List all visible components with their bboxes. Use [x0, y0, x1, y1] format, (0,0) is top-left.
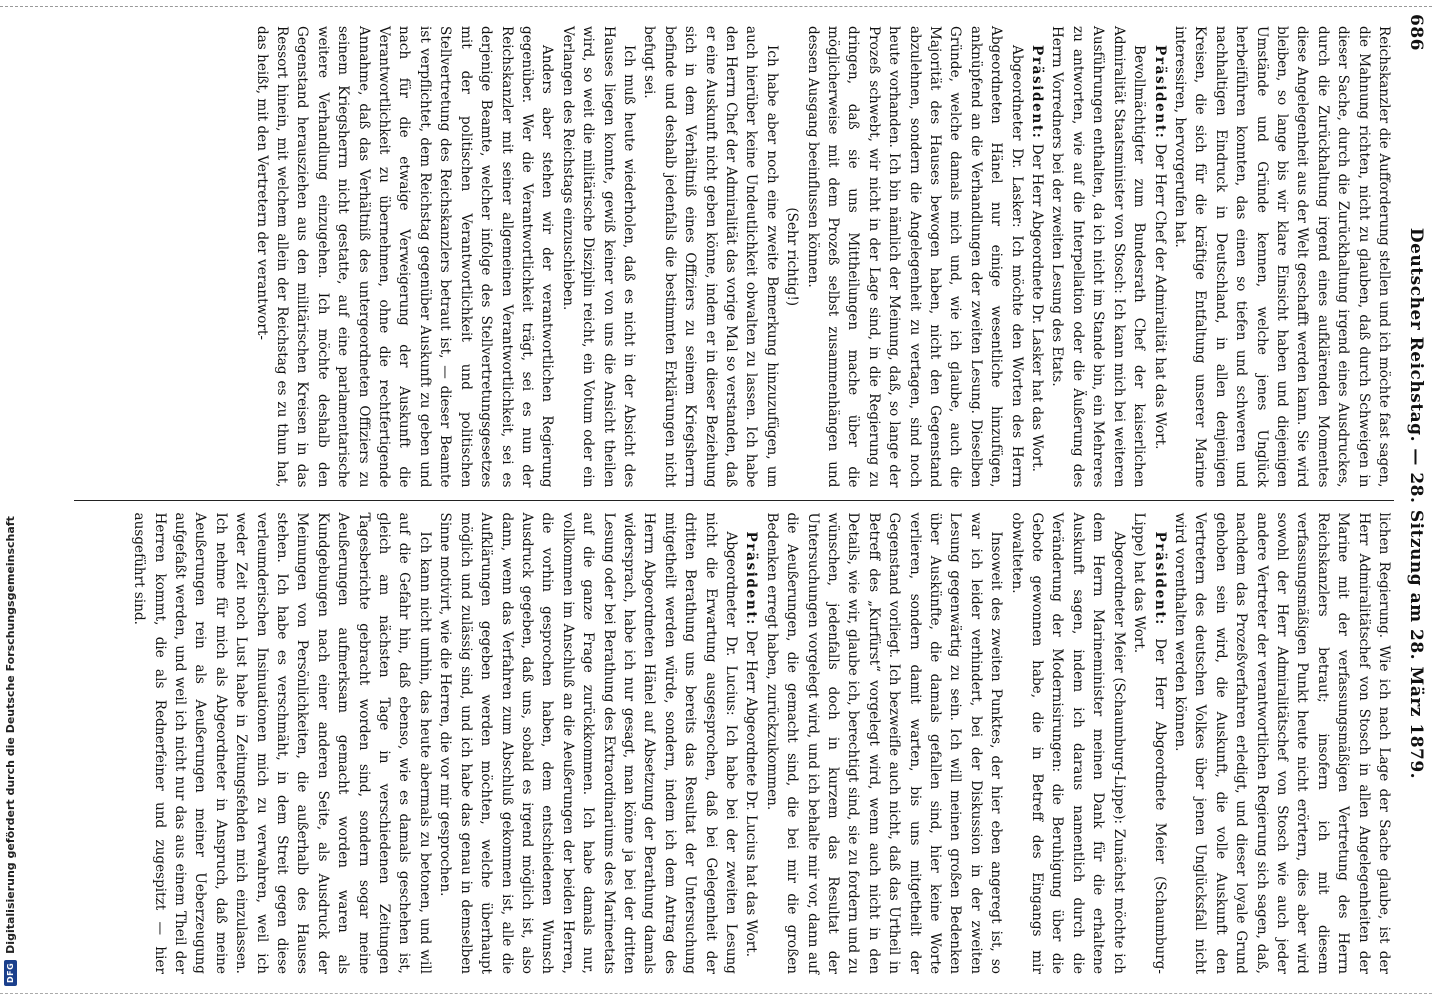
paragraph: Ich kann nicht umhin, das heute abermals zu betonen, und will auf die Gefahr hin, daß ebenso, wie es damals geschehen ist, gleich am nächsten Tage in verschiedenen Zeitungen Tagesberichte gebracht worden sind, sondern sogar meine Aeußerungen aufmerksam gemacht worden waren als Kundgebungen nach einer anderen Seite, als Ausdruck der Meinungen von Persönlichkeiten, die außerhalb des Hauses stehen. Ich habe es verschmäht, in dem Streit gegen diese verleumderischen Insinuationen mich zu verwahren, weil ich weder Zeit noch Lust habe in Zeitungsfehden mich einzulassen. Ich nehme für mich als Abgeordneter in Anspruch, daß meine Aeußerungen rein als Aeußerungen meiner Ueberzeugung aufgefaßt werden, und weil ich nicht nur das aus einem Theil der Herren kommt, die als Rednerfeiner und zugespitzt — hier ausgeführt sind.: [131, 512, 433, 974]
digitization-footer: [0, 0, 20, 1000]
paragraph: Anders aber stehen wir der verantwortlichen Regierung gegenüber. Wer die Verantwortlichkeit trägt, sei es nun der Reichskanzler mit seiner allgemeinen Verantwortlichkeit, sei es derjenige Beamte, welcher infolge des Stellvertretungsgesetzes mit der politischen Verantwortlichkeit und politischen Stellvertretung des Reichskanzlers betraut ist, — dieser Beamte ist verpflichtet, dem Reichstag gegenüber Auskunft zu geben und nach für die etwaige Verweigerung der Auskunft die Verantwortlichkeit zu übernehmen, ohne die rechtfertigende Annahme, daß das Verhältniß des untergeordneten Offiziers zu seinem Kriegsherrn nicht gestatte, auf eine parlamentarische weitere Verhandlung einzugehen. Ich möchte deshalb den Gegenstand herausziehen aus den militärischen Kreisen in das Ressort hinein, mit welchem allein der Reichstag es zu thun hat, das heißt, mit den Vertretern der verantwort-: [253, 26, 556, 488]
rotated-document-page: [72, 0, 1432, 1000]
text-columns: [74, 14, 1394, 986]
speaker-text: Der Herr Abgeordnete Dr. Lucius hat das Wort.: [743, 625, 760, 958]
speaker-text: Der Herr Chef der Admiralität hat das Wort.: [1151, 139, 1168, 450]
speaker-paragraph: [1129, 513, 1170, 975]
speaker-paragraph: [1149, 26, 1169, 488]
paragraph: Abgeordneter Dr. Lasker: Ich möchte den Worten des Herrn Abgeordneten Hänel nur einige wesentliche hinzufügen, anknüpfend an die Verhandlungen der zweiten Lesung. Dieselben Gründe, welche damals mich und, wie ich glaube, auch die Majorität des Hauses bewogen haben, nicht den Gegenstand abzulehnen, sondern die Angelegenheit zu vertagen, sind noch heute vorhanden. Ich bin nämlich der Meinung, daß, so lange der Prozeß schwebt, wir nicht in der Lage sind, in die Regierung zu dringen, daß sie uns Mittheilungen mache über die möglicherweise mit dem Prozeß selbst zusammenhängen und dessen Ausgang beeinflussen können.: [804, 26, 1025, 488]
paragraph: Reichskanzler die Aufforderung stellen und ich möchte fast sagen, die Mahnung richten, nicht zu glauben, daß durch Schweigen in dieser Sache, durch die Zurückhaltung irgend eines Ausdruckes, durch die Zurückhaltung irgend eines aufklärenden Momentes diese Angelegenheit aus der Welt geschafft werden kann. Sie wird bleiben, so lange bis wir klare Einsicht haben und diejenigen Umstände und Gründe kennen, welche jenes Unglück herbeiführen konnten, das einen so tiefen und schweren und nachhaltigen Eindruck in Deutschland, in allen denjenigen Kreisen, die sich für die kräftige Entfaltung unserer Marine interessiren, hervorgerufen hat.: [1171, 26, 1392, 488]
page-title: Deutscher Reichstag. — 28. Sitzung am 28. März 1879.: [1406, 227, 1426, 780]
speaker-paragraph: [741, 513, 761, 975]
paragraph: lichen Regierung. Wie ich nach Lage der Sache glaube, ist der Herr Admiralitätschef von Stosch in allen Angelegenheiten der Marine mit der verfassungsmäßigen Vertretung des Herrn Reichskanzlers betraut; insofern ich mit diesem verfassungsmäßigen Punkt heute nicht erörtern, dies aber wird sowohl der Herr Admiralitätschef von Stosch wie auch jeder andere Vertreter der verantwortlichen Regierung sich sagen, daß, nachdem das Prozeßverfahren erledigt, und dieser loyale Grund gehoben sein wird, die Auskunft, die volle Auskunft den Vertretern des deutschen Volkes über jenen Unglücksfall nicht wird vorenthalten werden können.: [1171, 512, 1392, 974]
speaker-label: Präsident:: [743, 531, 760, 626]
speaker-label: Präsident:: [1151, 45, 1168, 140]
speaker-paragraph: [1027, 26, 1047, 488]
paragraph: Insoweit des zweiten Punktes, der hier eben angeregt ist, so war ich leider verhindert, bei der Diskussion in der zweiten Lesung gegenwärtig zu sein. Ich will meinen großen Bedenken über Auskünfte, die damals gefallen sind, hier keine Worte verlieren, sondern damit warten, bis uns mitgetheilt der Gegenstand vorliegt. Ich bezweifle auch nicht, daß das Urtheil in Betreff des „Kurfürst“ vorgelegt wird, wenn auch nicht in den Details, wie wir, glaube ich, berechtigt sind, sie zu fordern und zu wünschen, jedenfalls doch in kurzem das Resultat der Untersuchungen vorgelegt wird, und ich behalte mir vor, dann auf die Aeußerungen, die gemacht sind, die bei mir die großen Bedenken erregt haben, zurückzukommen.: [763, 512, 1005, 974]
speaker-label: Präsident:: [1151, 531, 1168, 626]
speaker-text: Der Herr Abgeordnete Dr. Lasker hat das Wort.: [1029, 139, 1046, 472]
dfg-logo: DFG: [4, 960, 17, 986]
paragraph: Abgeordneter Meier (Schaumburg-Lippe): Zunächst möchte ich dem Herrn Marineminister meinen Dank für die erhaltene Auskunft sagen, indem ich daraus namentlich durch die Veränderung der Modernisirungen: die Beruhigung über die Gebote gewonnen habe, die in Betreff des Eingangs mir obwalteten.: [1008, 512, 1127, 974]
speaker-label: Präsident:: [1029, 45, 1046, 140]
paragraph: Ich habe aber noch eine zweite Bemerkung hinzuzufügen, um auch hierüber keine Undeutlichkeit obwalten zu lassen. Ich habe den Herrn Chef der Admiralität das vorige Mal so verstanden, daß er eine Auskunft nicht geben könne, indem er in dieser Beziehung sich in dem Verhältniß eines Offiziers zu seinem Kriegsherrn befinde und deshalb jedenfalls die bestimmten Erklärungen nicht befugt sei.: [641, 26, 780, 488]
right-column: [74, 501, 1394, 987]
digitization-credit: Digitalisierung gefördert durch die Deutsche Forschungsgemeinschaft: [3, 516, 17, 954]
interjection: (Sehr richtig!): [784, 207, 801, 307]
paragraph: Bevollmächtigter zum Bundesrath Chef der kaiserlichen Admiralität Staatsminister von Stosch: Ich kann mich bei weiteren Ausführungen enthalten, da ich nicht im Stande bin, ein Mehreres zu antworten, wie auf die Interpellation oder die Äußerung des Herrn Vorredners bei der zweiten Lesung des Etats.: [1049, 26, 1148, 488]
speaker-text: Der Herr Abgeordnete Meier (Schaumburg-Lippe) hat das Wort.: [1131, 512, 1168, 974]
paragraph: Ich muß heute wiederholen, daß es nicht in der Absicht des Hauses liegen konnte, gewiß keiner von uns die Ansicht theilen wird, so weit die militärische Disziplin reicht, ein Votum oder ein Verlangen des Reichstags einzuschieben.: [559, 26, 637, 488]
paragraph: Abgeordneter Dr. Lucius: Ich habe bei der zweiten Lesung nicht die Erwartung ausgesprochen, daß bei Gelegenheit der dritten Berathung uns bereits das Resultat der Untersuchung mitgetheilt werden würde, sondern, indem ich dem Antrag des Herrn Abgeordneten Hänel auf Absetzung der Berathung damals widersprach, habe ich nur gesagt, man könne ja bei der dritten Lesung oder bei Berathung des Extraordinariums des Marineetats auf die ganze Frage zurückkommen. Ich habe damals nur, vollkommen im Anschluß an die Aeußerungen der beiden Herren, die vorhin gesprochen haben, dem entschiedenen Wunsch Ausdruck gegeben, daß uns, sobald es irgend möglich ist, also dann, wenn das Verfahren zum Abschluß gekommen ist, alle die Aufklärungen gegeben werden möchten, welche überhaupt möglich und zulässig sind, und ich habe das genau in demselben Sinne motivirt, wie die Herren, die vor mir gesprochen.: [437, 512, 739, 974]
left-column: [74, 14, 1394, 500]
running-head: [1400, 14, 1426, 986]
page-number: 686: [1406, 14, 1426, 51]
